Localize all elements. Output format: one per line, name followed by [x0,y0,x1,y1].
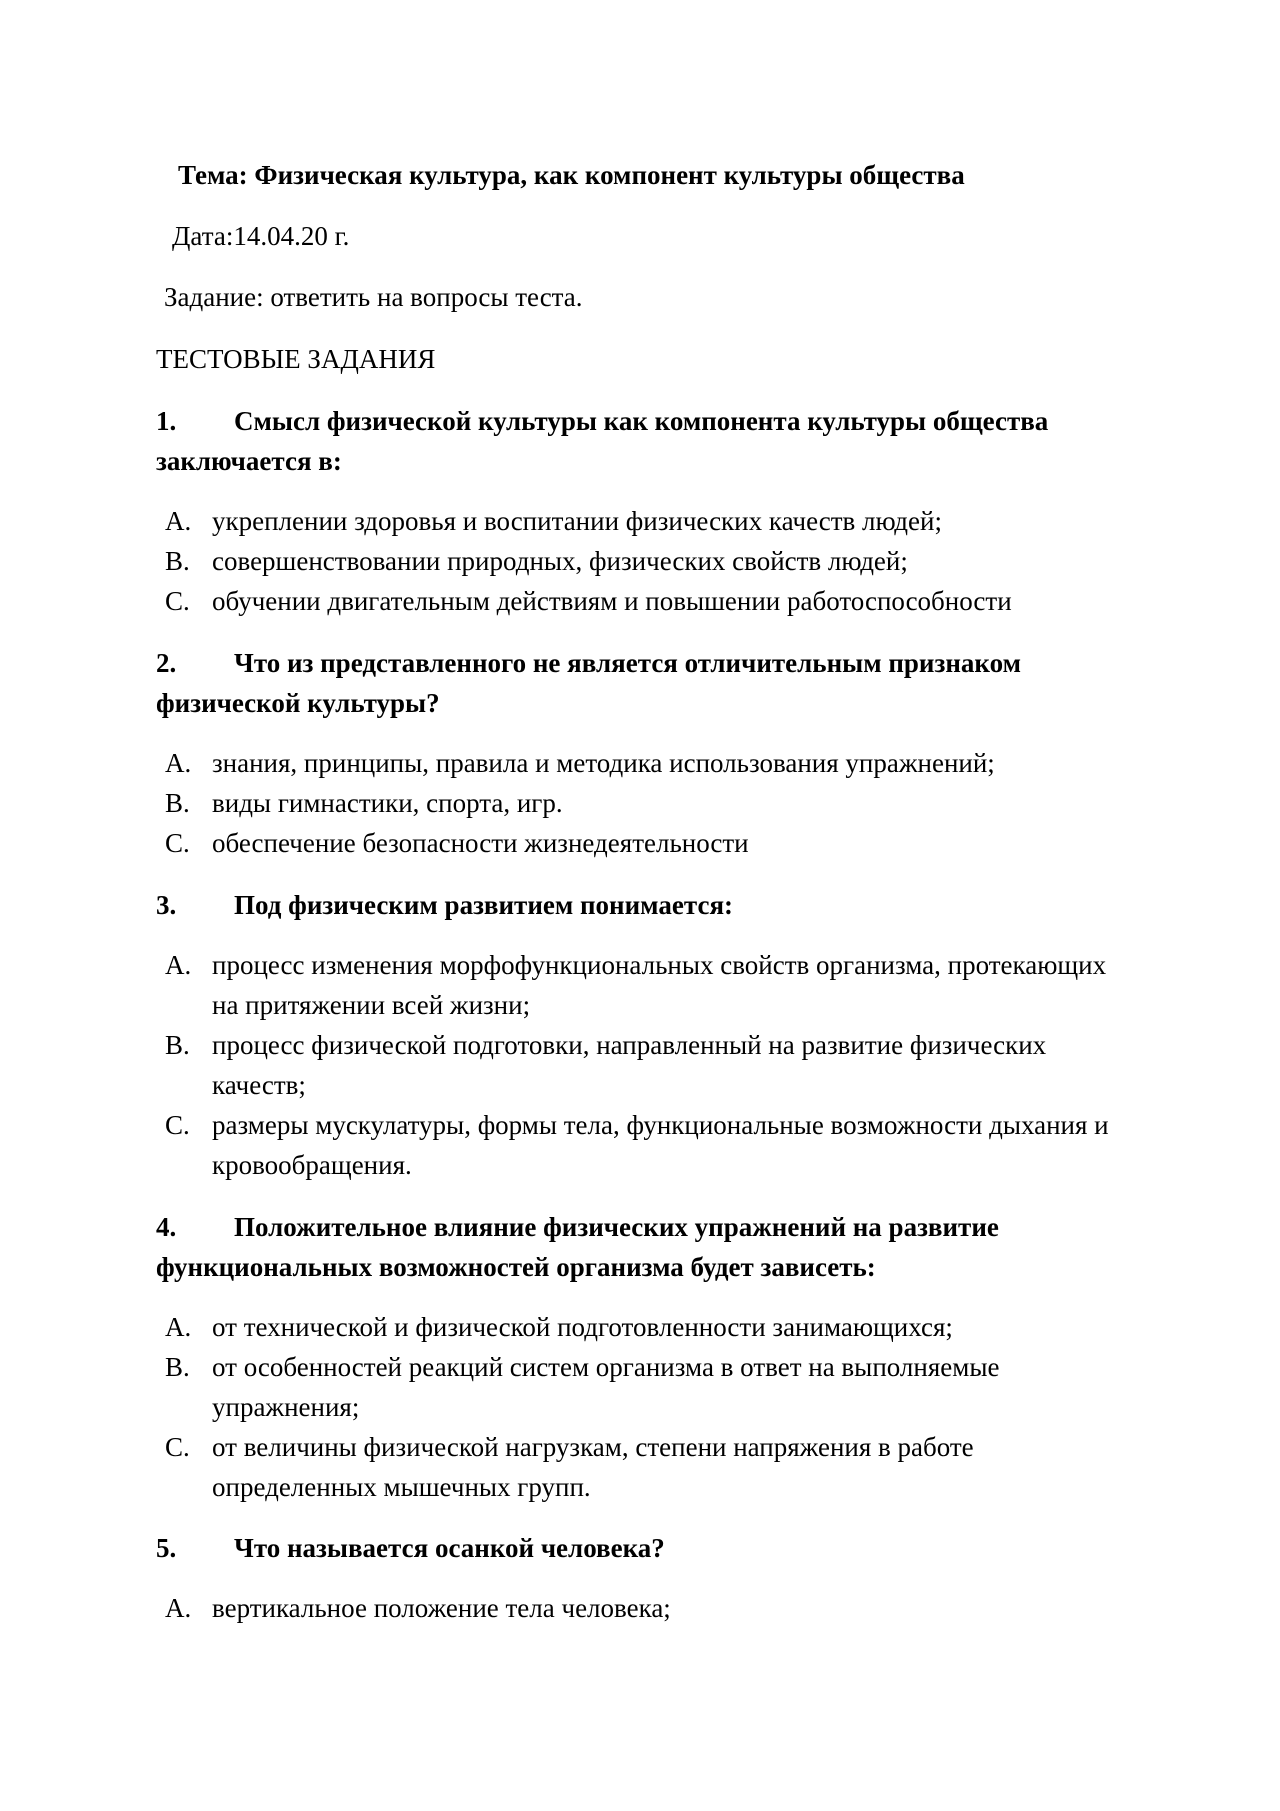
question-text: Что из представленного не является отличительным признаком физической культуры? [156,648,1021,718]
answer-option [165,581,1126,621]
option-letter: A. [165,950,192,980]
option-text: процесс изменения морфофункциональных свойств организма, протекающих на притяжении всей жизни; [212,950,1107,1020]
option-letter: C. [165,1110,190,1140]
answer-option [165,1588,1126,1628]
answer-options [156,945,1126,1185]
option-text: от особенностей реакций систем организма в ответ на выполняемые упражнения; [212,1352,1000,1422]
option-letter: B. [165,1030,190,1060]
question-number: 2. [156,648,177,678]
option-letter: A. [165,1312,192,1342]
question-heading [156,1207,1126,1287]
question-text: Под физическим развитием понимается: [234,890,734,920]
option-text: процесс физической подготовки, направленный на развитие физических качеств; [212,1030,1047,1100]
option-text: от величины физической нагрузкам, степени напряжения в работе определенных мышечных групп. [212,1432,974,1502]
option-text: обеспечение безопасности жизнедеятельности [212,828,749,858]
question-heading [156,885,1126,925]
option-text: знания, принципы, правила и методика использования упражнений; [212,748,995,778]
answer-option [165,823,1126,863]
answer-option [165,541,1126,581]
document-title: Тема: Физическая культура, как компонент культуры общества [178,160,965,190]
document-task: Задание: ответить на вопросы теста. [164,282,583,312]
answer-option [165,501,1126,541]
answer-option [165,1307,1126,1347]
option-text: виды гимнастики, спорта, игр. [212,788,563,818]
option-letter: C. [165,828,190,858]
answer-option [165,1427,1126,1507]
question-text: Положительное влияние физических упражнений на развитие функциональных возможностей организма будет зависеть: [156,1212,999,1282]
option-letter: B. [165,1352,190,1382]
answer-option [165,1025,1126,1105]
question-heading [156,643,1126,723]
option-letter: C. [165,586,190,616]
section-heading: ТЕСТОВЫЕ ЗАДАНИЯ [156,344,436,374]
option-text: совершенствовании природных, физических свойств людей; [212,546,908,576]
answer-options [156,501,1126,621]
question-5 [156,1528,1126,1628]
option-text: вертикальное положение тела человека; [212,1593,671,1623]
option-letter: B. [165,788,190,818]
question-number: 1. [156,406,177,436]
option-letter: A. [165,506,192,536]
option-text: от технической и физической подготовленности занимающихся; [212,1312,953,1342]
answer-option [165,945,1126,1025]
question-3 [156,885,1126,1185]
option-letter: A. [165,1593,192,1623]
question-text: Смысл физической культуры как компонента культуры общества заключается в: [156,406,1049,476]
option-letter: B. [165,546,190,576]
question-number: 5. [156,1533,177,1563]
answer-option [165,1105,1126,1185]
option-text: укреплении здоровья и воспитании физических качеств людей; [212,506,942,536]
question-number: 4. [156,1212,177,1242]
document-date: Дата:14.04.20 г. [172,221,350,251]
answer-options [156,743,1126,863]
question-4 [156,1207,1126,1507]
option-letter: C. [165,1432,190,1462]
option-text: обучении двигательным действиям и повышении работоспособности [212,586,1012,616]
option-text: размеры мускулатуры, формы тела, функциональные возможности дыхания и кровообращения. [212,1110,1109,1180]
question-heading [156,401,1126,481]
question-1 [156,401,1126,621]
answer-options [156,1588,1126,1628]
question-2 [156,643,1126,863]
question-text: Что называется осанкой человека? [234,1533,665,1563]
question-heading [156,1528,1126,1568]
option-letter: A. [165,748,192,778]
question-number: 3. [156,890,177,920]
answer-option [165,743,1126,783]
answer-option [165,1347,1126,1427]
answer-options [156,1307,1126,1507]
answer-option [165,783,1126,823]
